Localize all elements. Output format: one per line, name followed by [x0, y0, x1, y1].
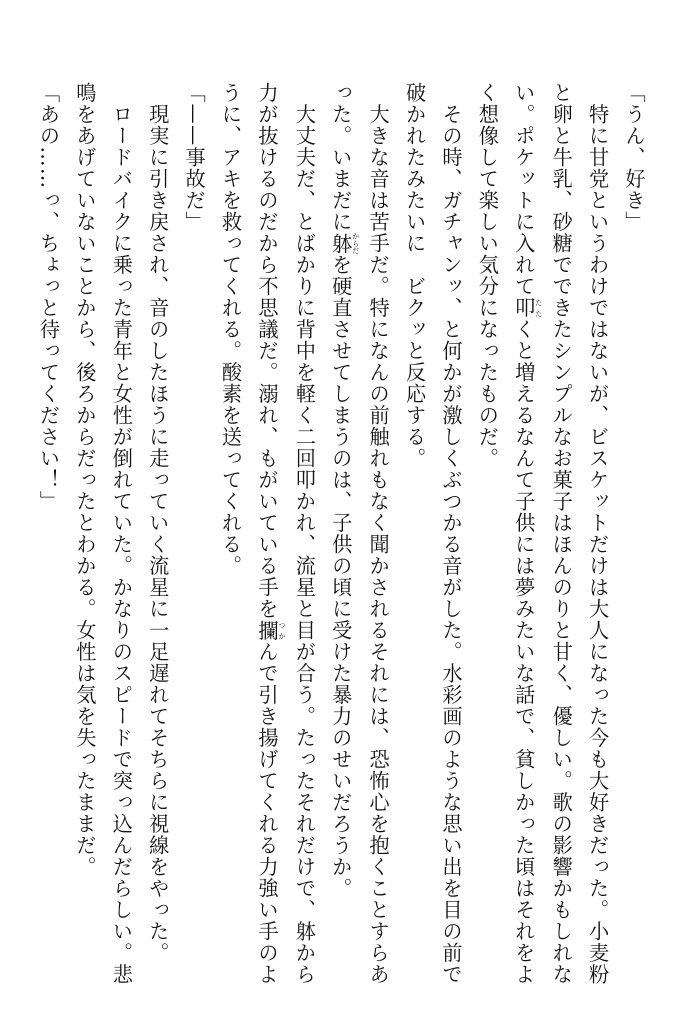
- text-line: 「あの……っ、ちょっと待ってください！」: [36, 82, 61, 512]
- text-line: その時、ガチャンッ、と何かが激しくぶつかる音がした。水彩画のような思い出を目の前で: [438, 82, 463, 985]
- furigana: 叩 たた: [511, 297, 543, 319]
- text-line: と卵と牛乳、砂糖でできたシンプルなお菓子はほんのりと甘く、優しい。歌の影響かもしれな: [549, 82, 574, 985]
- text-line: 「——事故だ」: [182, 82, 207, 233]
- text-line: 大丈夫だ、とばかりに背中を軽く二回叩かれ、流星と目が合う。たったそれだけで、躰から: [292, 82, 317, 985]
- text-line: 「うん、好き」: [622, 82, 646, 233]
- furigana-reading: たた: [534, 297, 543, 319]
- text-line: 鳴をあげていないことから、後ろからだったとわかる。女性は気を失ったままだ。: [72, 82, 97, 878]
- text-line: ロードバイクに乗った青年と女性が倒れていた。かなりのスピードで突っ込んだらしい。悲: [109, 82, 134, 985]
- text-line: った。いまだに躰 からだを硬直させてしまうのは、子供の頃に受けた暴力のせいだろうか。: [328, 82, 360, 899]
- text-line: うに、アキを救ってくれる。酸素を送ってくれる。: [218, 82, 243, 577]
- vertical-text-body: [30, 82, 652, 985]
- furigana-reading: つか: [277, 619, 286, 641]
- text-line: い。ポケットに入れて叩 たたくと増えるなんて子供には夢みたいな話で、貧しかった頃はそれをよ: [511, 82, 543, 985]
- text-line: 大きな音は苦手だ。特になんの前触れもなく聞かされるそれには、恐怖心を抱くことすらあ: [366, 82, 391, 985]
- furigana: 攔 つか: [254, 619, 286, 641]
- text-line: 破かれたみたいに ビクッと反応する。: [402, 82, 427, 469]
- text-line: 現実に引き戻され、音のしたほうに走っていく流星に一足遅れてそちらに視線をやった。: [145, 82, 170, 964]
- furigana: 躰 からだ: [328, 232, 360, 254]
- text-line: 特に甘党というわけではないが、ビスケットだけは大人になった今も大好きだった。小麦粉: [585, 82, 610, 985]
- text-line: 力が抜けるのだから不思議だ。溺れ、もがいている手を攔 つかんで引き揚げてくれる力強い手のよ: [254, 82, 286, 985]
- furigana-reading: からだ: [351, 232, 360, 254]
- text-line: く想像して楽しい気分になったものだ。: [475, 82, 500, 469]
